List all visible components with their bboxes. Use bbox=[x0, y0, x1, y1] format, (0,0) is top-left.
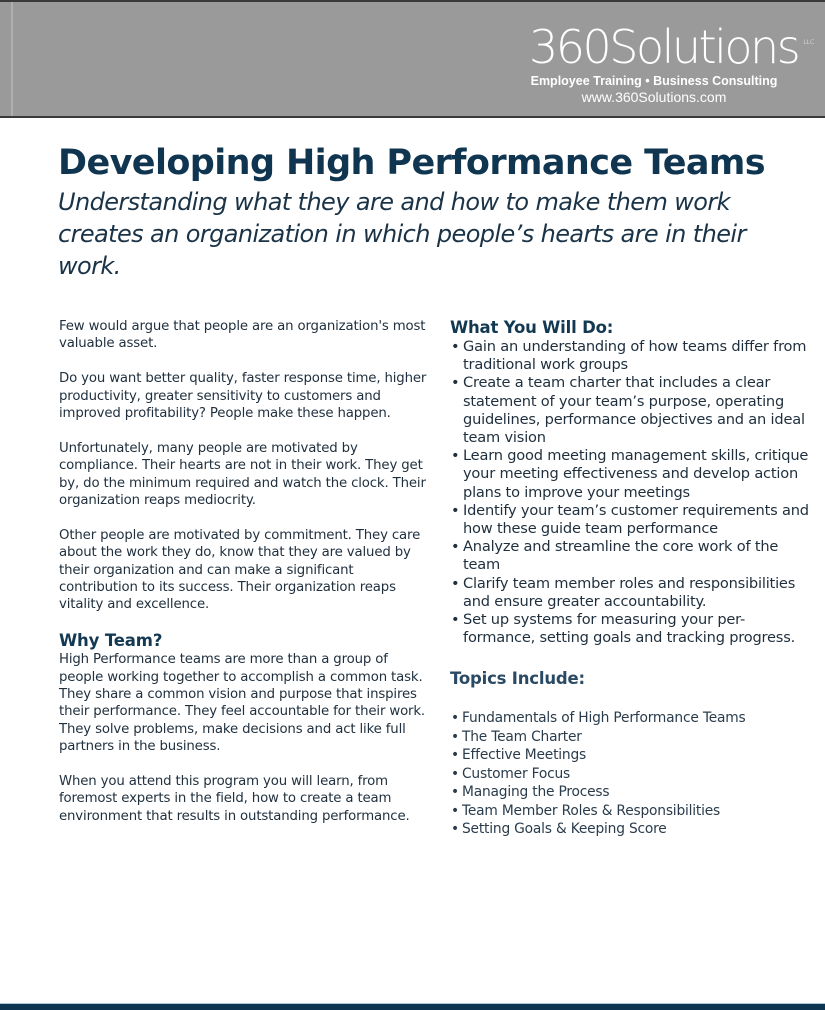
list-item: • Customer Focus bbox=[450, 765, 810, 784]
topics-include-heading: Topics Include: bbox=[450, 669, 585, 689]
header-divider-line bbox=[11, 2, 13, 116]
list-item: • Setting Goals & Keeping Score bbox=[450, 820, 810, 839]
intro-paragraph-4: Other people are motivated by commitment. They care about the work they do, know that they are valued by their organization and can make a significant contribution to its success. Their organization reaps vitality and excellence. bbox=[59, 527, 421, 613]
why-team-paragraph-1: High Performance teams are more than a group of people working together to accomplish a common task. They share a common vision and purpose that inspires their performance. They feel accountable for their work. They solve problems, make decisions and act like full partners in the business. bbox=[59, 652, 425, 755]
brand-logo bbox=[529, 20, 815, 74]
brand-name: 360Solutions bbox=[529, 20, 799, 74]
brand-tagline: Employee Training • Business Consulting bbox=[530, 74, 778, 88]
what-you-will-do-heading: What You Will Do: bbox=[450, 318, 614, 337]
topics-list bbox=[450, 709, 810, 839]
list-item: • Set up systems for measuring your per-formance, setting goals and tracking progress. bbox=[450, 611, 810, 647]
intro-paragraph-3: Unfortunately, many people are motivated by compliance. Their hearts are not in their work. They get by, do the minimum required and watch the clock. Their organization reaps mediocrity. bbox=[59, 440, 426, 509]
list-item: • Managing the Process bbox=[450, 783, 810, 802]
intro-paragraph-2: Do you want better quality, faster response time, higher productivity, greater sensitivity to customers and improved profitability? People make these happen. bbox=[59, 371, 427, 422]
why-team-paragraph-2: When you attend this program you will learn, from foremost experts in the field, how to create a team environment that results in outstanding performance. bbox=[59, 774, 410, 824]
right-column bbox=[450, 318, 810, 839]
list-item: • Fundamentals of High Performance Teams bbox=[450, 709, 810, 728]
list-item: • Create a team charter that includes a clear statement of your team’s purpose, operating guidelines, performance objectives and an ideal team vision bbox=[450, 374, 810, 447]
why-team-heading: Why Team? bbox=[59, 631, 163, 651]
left-column bbox=[59, 318, 429, 843]
list-item: • The Team Charter bbox=[450, 728, 810, 747]
list-item: • Clarify team member roles and responsibilities and ensure greater accountability. bbox=[450, 575, 810, 611]
header-banner bbox=[0, 0, 825, 118]
page-subtitle: Understanding what they are and how to make them work creates an organization in which people’s hearts are in their work. bbox=[58, 188, 746, 280]
list-item: • Effective Meetings bbox=[450, 746, 810, 765]
brand-block bbox=[529, 20, 815, 105]
list-item: • Team Member Roles & Responsibilities bbox=[450, 802, 810, 821]
list-item: • Learn good meeting management skills, critique your meeting effectiveness and develop action plans to improve your meetings bbox=[450, 447, 810, 502]
list-item: • Gain an understanding of how teams differ from traditional work groups bbox=[450, 338, 810, 374]
list-item: • Identify your team’s customer requirements and how these guide team performance bbox=[450, 502, 810, 538]
list-item: • Analyze and streamline the core work of the team bbox=[450, 538, 810, 574]
what-you-will-do-list bbox=[450, 338, 810, 647]
brand-website-link[interactable]: www.360Solutions.com bbox=[581, 89, 727, 105]
intro-paragraph-1: Few would argue that people are an organization's most valuable asset. bbox=[59, 319, 426, 352]
brand-suffix: LLC bbox=[803, 39, 815, 46]
page-title: Developing High Performance Teams bbox=[58, 143, 765, 183]
